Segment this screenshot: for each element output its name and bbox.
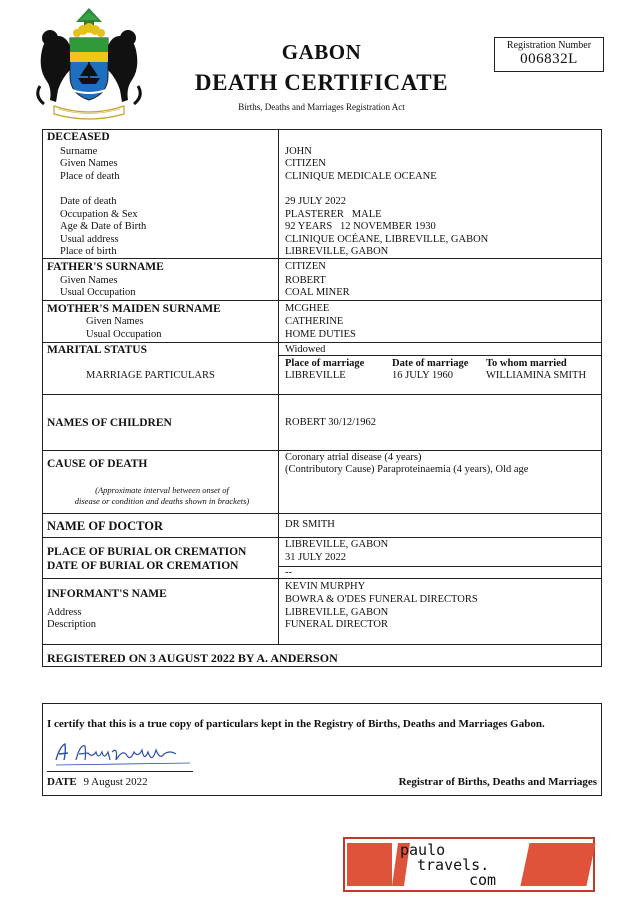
deceased-age: 92 YEARS 12 NOVEMBER 1930 (285, 221, 436, 232)
burial-dash: -- (285, 567, 292, 578)
country-title: GABON (281, 40, 362, 64)
certification-statement: I certify that this is a true copy of particulars kept in the Registry of Births, Deaths and Marriages Gabon. (47, 718, 545, 730)
marriage-particulars-label: MARRIAGE PARTICULARS (86, 370, 215, 381)
row-divider (42, 450, 602, 451)
burial-date: 31 JULY 2022 (285, 552, 346, 563)
registrar-title: Registrar of Births, Deaths and Marriages (398, 776, 597, 788)
registration-number-box (494, 37, 604, 72)
place-of-marriage-header: Place of marriage (285, 358, 365, 369)
burial-place-heading: PLACE OF BURIAL OR CREMATION (47, 546, 247, 558)
row-divider (42, 394, 602, 395)
deceased-occupation: PLASTERER MALE (285, 209, 382, 220)
father-occupation: COAL MINER (285, 287, 350, 298)
place-of-marriage: LIBREVILLE (285, 370, 346, 381)
informant-label-address: Address (47, 607, 82, 618)
informant-description: FUNERAL DIRECTOR (285, 619, 388, 630)
logo-text-com: com (469, 871, 497, 889)
cause-line-2: (Contributory Cause) Paraproteinaemia (4 years), Old age (285, 464, 529, 475)
cause-note-line1: (Approximate interval between onset of (95, 485, 229, 495)
informant-heading: INFORMANT'S NAME (47, 588, 167, 600)
father-label-occupation: Usual Occupation (60, 287, 136, 298)
deceased-surname: JOHN (285, 146, 312, 157)
informant-name: KEVIN MURPHY (285, 581, 366, 592)
signature-line (47, 771, 193, 772)
deceased-heading: DECEASED (47, 131, 110, 143)
informant-address: LIBREVILLE, GABON (285, 607, 389, 618)
children-heading: NAMES OF CHILDREN (47, 417, 172, 429)
mother-occupation: HOME DUTIES (285, 329, 356, 340)
status-divider (279, 355, 602, 356)
children-names: ROBERT 30/12/1962 (285, 417, 377, 428)
marital-heading: MARITAL STATUS (47, 344, 148, 356)
doctor-heading: NAME OF DOCTOR (47, 519, 163, 533)
row-divider (42, 537, 602, 538)
father-label-given-names: Given Names (60, 275, 118, 286)
mother-surname: MCGHEE (285, 303, 330, 314)
deceased-date-of-death: 29 JULY 2022 (285, 196, 346, 207)
cause-line-1: Coronary atrial disease (4 years) (285, 452, 422, 463)
deceased-label-occupation: Occupation & Sex (60, 209, 138, 220)
row-divider (42, 342, 602, 343)
row-divider (42, 644, 602, 645)
registration-number-label: Registration Number (506, 40, 592, 51)
spouse-header: To whom married (486, 358, 567, 369)
mother-label-given-names: Given Names (86, 316, 144, 327)
deceased-label-date-of-death: Date of death (60, 196, 117, 207)
cause-heading: CAUSE OF DEATH (47, 458, 148, 470)
paulo-travels-logo (343, 837, 595, 892)
deceased-place-of-birth: LIBREVILLE, GABON (285, 246, 389, 257)
deceased-given-names: CITIZEN (285, 158, 326, 169)
logo-text-paulo: paulo (400, 841, 446, 859)
date-value: 9 August 2022 (83, 776, 148, 788)
father-surname: CITIZEN (285, 261, 326, 272)
marital-status: Widowed (285, 344, 326, 355)
burial-date-divider (279, 566, 602, 567)
mother-label-occupation: Usual Occupation (86, 329, 162, 340)
cause-note (47, 485, 277, 507)
logo-bar-right (520, 843, 595, 886)
registered-line: REGISTERED ON 3 AUGUST 2022 BY A. ANDERSON (47, 651, 338, 665)
father-given-names: ROBERT (285, 275, 326, 286)
spouse-name: WILLIAMINA SMITH (486, 370, 587, 381)
document-title: DEATH CERTIFICATE (194, 70, 449, 95)
row-divider (42, 300, 602, 301)
date-of-marriage: 16 JULY 1960 (392, 370, 453, 381)
date-of-marriage-header: Date of marriage (392, 358, 469, 369)
informant-company: BOWRA & O'DES FUNERAL DIRECTORS (285, 594, 478, 605)
deceased-label-surname: Surname (60, 146, 98, 157)
informant-label-description: Description (47, 619, 96, 630)
row-divider (42, 513, 602, 514)
logo-text-travels: travels. (417, 856, 490, 874)
date-label: DATE (47, 776, 77, 788)
deceased-label-address: Usual address (60, 234, 119, 245)
father-heading: FATHER'S SURNAME (47, 261, 164, 273)
registration-number: 006832L (520, 51, 578, 67)
registrar-signature (52, 738, 192, 768)
logo-bar-left (347, 843, 392, 886)
row-divider (42, 578, 602, 579)
burial-place: LIBREVILLE, GABON (285, 539, 389, 550)
deceased-label-place-of-death: Place of death (60, 171, 120, 182)
cause-note-line2: disease or condition and deaths shown in brackets) (74, 496, 250, 506)
deceased-label-given-names: Given Names (60, 158, 118, 169)
mother-heading: MOTHER'S MAIDEN SURNAME (47, 303, 221, 315)
burial-date-heading: DATE OF BURIAL OR CREMATION (47, 560, 239, 572)
deceased-address: CLINIQUE OCÉANE, LIBREVILLE, GABON (285, 234, 489, 245)
mother-given-names: CATHERINE (285, 316, 344, 327)
deceased-label-place-of-birth: Place of birth (60, 246, 117, 257)
registration-act: Births, Deaths and Marriages Registration Act (238, 102, 405, 112)
deceased-place-of-death: CLINIQUE MEDICALE OCEANE (285, 171, 437, 182)
deceased-label-age: Age & Date of Birth (60, 221, 147, 232)
doctor-name: DR SMITH (285, 519, 335, 530)
certification-date (47, 776, 148, 788)
